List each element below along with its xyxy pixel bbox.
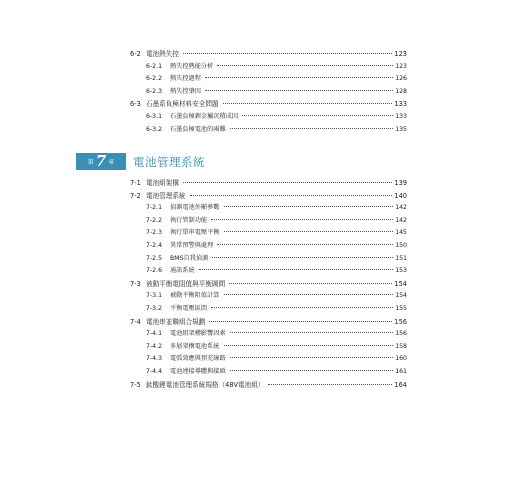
toc-entry[interactable] [130, 190, 407, 203]
toc-entry-number: 7-2.3 [146, 229, 163, 237]
toc-entry-number: 6-2.3 [146, 87, 163, 95]
toc-entry-title: 電池熱失控 [146, 50, 179, 58]
toc-entry-page: 142 [395, 204, 407, 212]
toc-entry-page: 160 [395, 355, 407, 363]
toc-entry-title: 偵測電池外顯參數 [170, 204, 220, 212]
dot-leader [205, 89, 393, 91]
toc-entry[interactable] [130, 379, 407, 392]
dot-leader [211, 218, 393, 220]
toc-entry[interactable] [130, 202, 407, 215]
toc-entry-number: 7-4.4 [146, 367, 163, 375]
chapter-heading [76, 153, 205, 170]
dot-leader [230, 331, 393, 333]
dot-leader [217, 243, 393, 245]
toc-entry[interactable] [130, 111, 407, 124]
chapter-number: 7 [95, 152, 107, 170]
toc-entry-title: 電弧效應與預充線路 [170, 355, 226, 363]
toc-entry[interactable] [130, 265, 407, 278]
toc-entry[interactable] [130, 353, 407, 366]
toc-entry-number: 7-4.2 [146, 342, 163, 350]
toc-entry-title: 熱失控過程 [170, 75, 201, 83]
toc-entry[interactable] [130, 290, 407, 303]
toc-entry-number: 6-2.1 [146, 62, 163, 70]
toc-entry[interactable] [130, 177, 407, 190]
toc-entry-page: 155 [395, 304, 407, 312]
toc-entry-number: 7-3 [130, 279, 141, 288]
toc-entry-page: 142 [395, 216, 407, 224]
toc-section-7 [130, 177, 407, 391]
chapter-prefix: 第 [87, 159, 94, 166]
dot-leader [183, 181, 392, 183]
dot-leader [190, 194, 393, 196]
dot-leader [224, 230, 394, 232]
toc-entry[interactable] [130, 98, 407, 111]
toc-entry[interactable] [130, 316, 407, 329]
toc-entry-number: 6-3.1 [146, 112, 163, 120]
dot-leader [224, 205, 394, 207]
dot-leader [230, 127, 393, 129]
toc-entry-page: 153 [395, 267, 407, 275]
toc-entry[interactable] [130, 124, 407, 137]
toc-entry[interactable] [130, 48, 407, 61]
toc-entry[interactable] [130, 227, 407, 240]
toc-entry[interactable] [130, 328, 407, 341]
toc-entry-title: 被動平衡阻值計算 [170, 292, 220, 300]
toc-entry-page: 164 [394, 380, 407, 389]
toc-entry-page: 140 [394, 191, 407, 200]
toc-entry[interactable] [130, 215, 407, 228]
dot-leader [205, 76, 393, 78]
toc-entry-title: 執行單串電壓平衡 [170, 229, 220, 237]
toc-entry-page: 133 [394, 100, 407, 109]
toc-entry-title: 鈦酸鋰電池管理系統規格（48V電池組） [146, 380, 265, 389]
dot-leader [209, 320, 392, 322]
toc-entry-page: 133 [395, 112, 407, 120]
toc-entry[interactable] [130, 253, 407, 266]
toc-entry-page: 128 [395, 87, 407, 95]
toc-entry-page: 151 [395, 254, 407, 262]
toc-entry[interactable] [130, 278, 407, 291]
toc-entry-page: 154 [395, 292, 407, 300]
toc-entry-number: 7-2 [130, 191, 141, 200]
toc-entry-title: 電池串並聯組合規劃 [146, 317, 206, 326]
toc-entry-title: 執行管制功能 [170, 216, 208, 224]
toc-entry-page: 161 [395, 367, 407, 375]
dot-leader [230, 369, 393, 371]
toc-entry-title: 通訊系統 [170, 267, 195, 275]
toc-entry[interactable] [130, 73, 407, 86]
toc-entry-number: 6-3 [130, 100, 141, 109]
toc-entry-number: 7-2.2 [146, 216, 163, 224]
dot-leader [199, 268, 393, 270]
toc-entry-page: 158 [395, 342, 407, 350]
toc-entry-number: 7-4.3 [146, 355, 163, 363]
chapter-suffix: 章 [108, 159, 115, 166]
toc-entry-page: 123 [394, 50, 407, 58]
toc-entry-title: 電池組架構 [146, 179, 179, 187]
toc-entry-number: 7-1 [130, 179, 141, 187]
dot-leader [224, 293, 394, 295]
toc-entry[interactable] [130, 86, 407, 99]
toc-entry-page: 154 [394, 279, 407, 288]
toc-entry-title: 石墨負極鋰金屬沉積成因 [170, 112, 239, 120]
toc-entry-number: 6-2.2 [146, 75, 163, 83]
toc-entry-page: 135 [395, 125, 407, 133]
dot-leader [212, 256, 393, 258]
toc-entry[interactable] [130, 61, 407, 74]
toc-entry-number: 7-2.5 [146, 254, 163, 262]
toc-entry-page: 123 [395, 62, 407, 70]
toc-entry-page: 150 [395, 241, 407, 249]
dot-leader [230, 356, 393, 358]
toc-entry-title: 多層架構電池系統 [170, 342, 220, 350]
dot-leader [183, 52, 392, 54]
toc-entry-number: 7-3.1 [146, 292, 163, 300]
toc-entry-title: 電池管理系統 [146, 191, 186, 200]
toc-entry-title: 石墨負極電池的兩難 [170, 125, 226, 133]
toc-entry-title: 異常預警與處理 [170, 241, 214, 249]
toc-entry-number: 7-2.6 [146, 267, 163, 275]
toc-entry-title: 被動平衡電阻值與平衡圖間 [146, 279, 226, 288]
toc-entry-title: BMS自我偵測 [170, 254, 209, 262]
toc-entry-number: 7-4.1 [146, 330, 163, 338]
toc-entry-title: 電池組架構影響因素 [170, 330, 226, 338]
toc-entry-number: 7-3.2 [146, 304, 163, 312]
toc-entry-title: 熱失控肇因 [170, 87, 201, 95]
dot-leader [229, 282, 392, 284]
toc-entry-title: 石墨系負極材料安全問題 [146, 100, 219, 109]
toc-entry-title: 電池連接導體與接頭 [170, 367, 226, 375]
toc-entry-page: 156 [394, 317, 407, 326]
toc-entry[interactable] [130, 366, 407, 379]
toc-entry-page: 145 [395, 229, 407, 237]
dot-leader [268, 383, 392, 385]
toc-entry-page: 139 [394, 179, 407, 187]
toc-entry[interactable] [130, 303, 407, 316]
toc-entry[interactable] [130, 341, 407, 354]
toc-entry[interactable] [130, 240, 407, 253]
toc-entry-title: 熱失控熱能分析 [170, 62, 214, 70]
toc-entry-title: 平衡電壓區間 [170, 304, 208, 312]
dot-leader [217, 64, 393, 66]
dot-leader [211, 306, 393, 308]
toc-entry-number: 7-4 [130, 317, 141, 326]
dot-leader [224, 344, 394, 346]
toc-entry-number: 6-2 [130, 50, 141, 58]
toc-entry-page: 126 [395, 75, 407, 83]
toc-entry-number: 7-2.1 [146, 204, 163, 212]
toc-section-6 [130, 48, 407, 136]
dot-leader [242, 114, 393, 116]
dot-leader [223, 102, 393, 104]
toc-entry-number: 7-2.4 [146, 241, 163, 249]
toc-entry-number: 6-3.2 [146, 125, 163, 133]
chapter-badge [76, 153, 126, 170]
toc-entry-number: 7-5 [130, 380, 141, 389]
chapter-title: 電池管理系統 [133, 154, 205, 169]
toc-entry-page: 156 [395, 330, 407, 338]
